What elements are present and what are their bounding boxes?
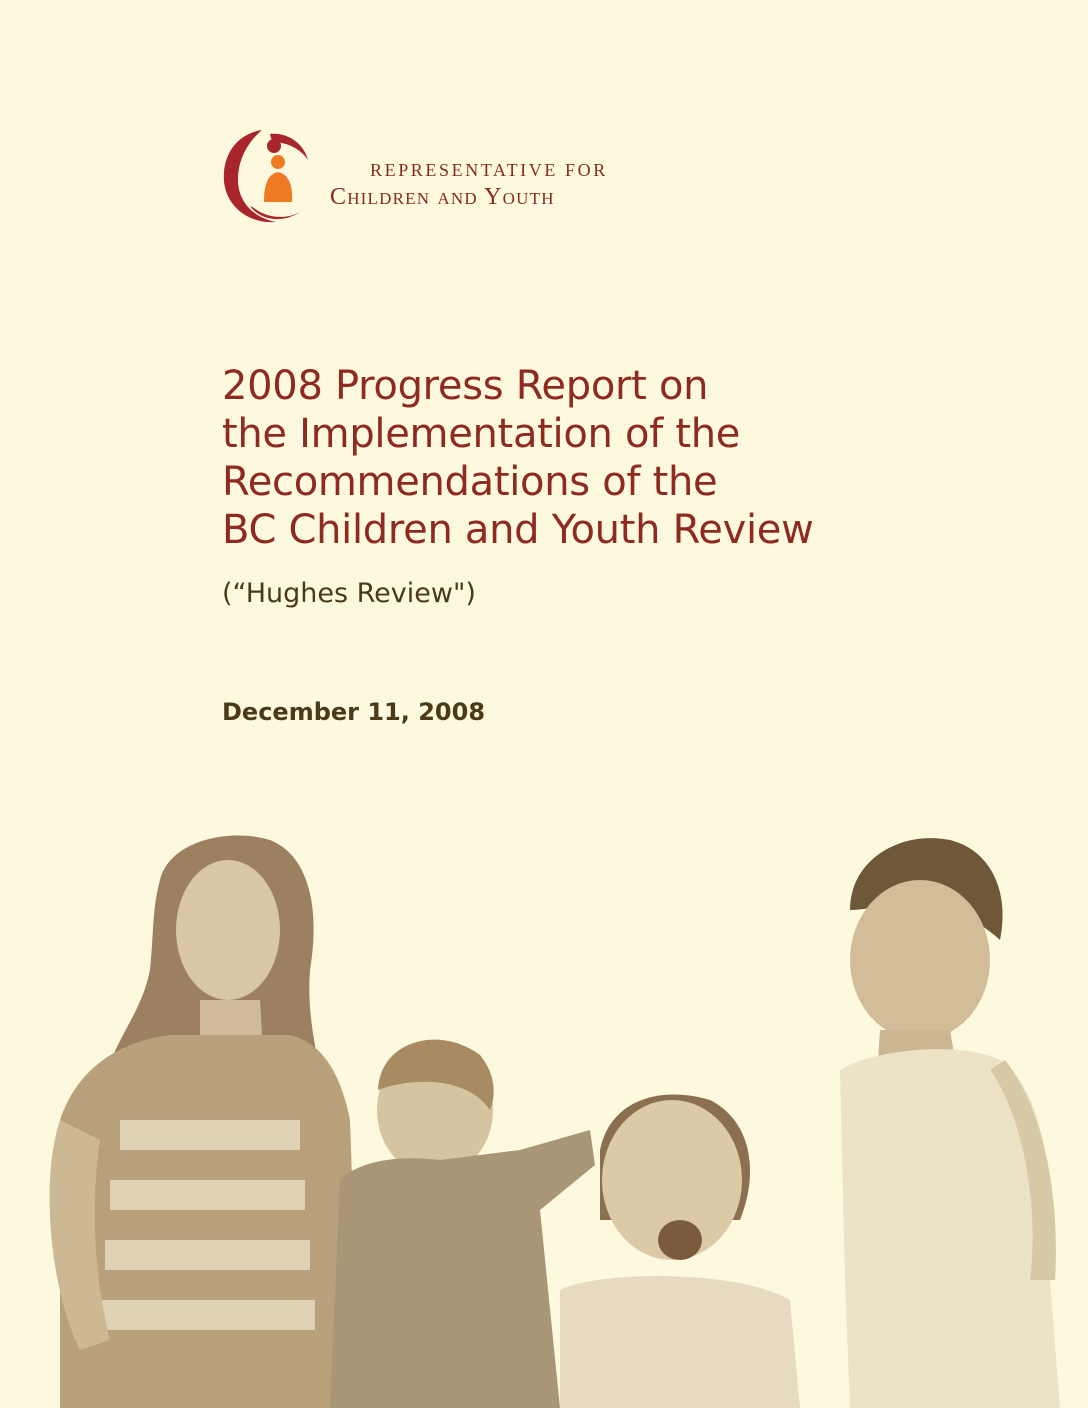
report-subtitle: (“Hughes Review") <box>222 578 476 609</box>
report-date: December 11, 2008 <box>222 698 486 726</box>
child-figure-middle <box>330 1040 595 1408</box>
children-photo <box>0 820 1088 1408</box>
report-title <box>222 362 814 554</box>
child-figure-left <box>50 836 360 1408</box>
child-figure-right <box>840 838 1060 1408</box>
title-line-4: BC Children and Youth Review <box>222 507 814 553</box>
child-figure-toddler <box>560 1094 800 1408</box>
organization-name-line1: REPRESENTATIVE FOR <box>370 160 608 180</box>
organization-logo-icon <box>220 126 312 226</box>
organization-name-line2: Children and Youth <box>330 184 555 210</box>
title-line-2: the Implementation of the <box>222 411 741 457</box>
title-line-1: 2008 Progress Report on <box>222 363 709 409</box>
title-line-3: Recommendations of the <box>222 459 718 505</box>
